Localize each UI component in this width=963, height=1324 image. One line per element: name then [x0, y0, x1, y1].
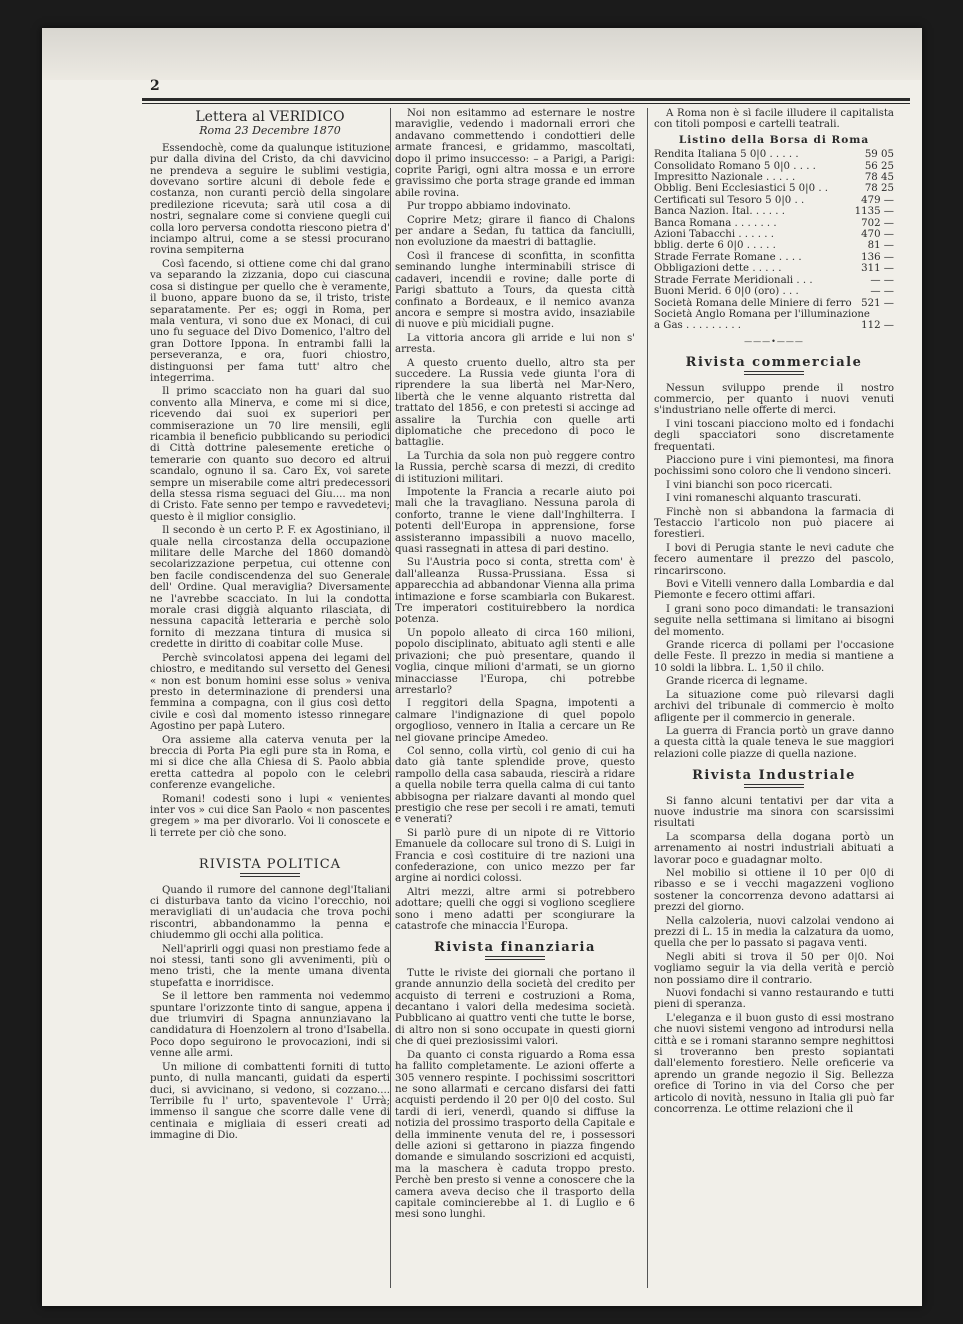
listino-value: 470 — [861, 229, 894, 241]
commerciale-body [654, 383, 894, 761]
listino-row [654, 229, 894, 240]
paragraph: Un milione di combattenti forniti di tutto punto, di nulla mancanti, guidati da esperti duci, si avvicinano, si vedono, si cozzano.... Terribile fu l' urto, spaventevole l' Urrà; immenso il sangue che scorre dalle vene di centinaia e migliaia di esseri creati ad immagine di Dio. [150, 1061, 390, 1142]
listino-value: 59 05 [864, 149, 894, 161]
listino-value: 78 45 [864, 172, 894, 184]
listino-label: Obbligazioni dette . . . . . [654, 263, 782, 275]
paragraph: Nessun sviluppo prende il nostro commercio, per quanto i nuovi venuti s'industriano nelle offerte di merci. [654, 382, 894, 417]
column-1 [150, 108, 390, 1298]
paragraph: La scomparsa della dogana portò un arrenamento ai nostri industriali abituati a lavorar poco e guadagnar molto. [654, 831, 894, 866]
paragraph: Si parlò pure di un nipote di re Vittorio Emanuele da collocare sul trono di S. Luigi in Francia e così costituire di tre nazioni una confederazione, con unico mezzo per far argine ai nordici colossi. [395, 827, 635, 885]
listino-label: Consolidato Romano 5 0|0 . . . . [654, 160, 816, 172]
paragraph: Essendochè, come da qualunque istituzione pur dalla divina del Cristo, da chi davvicino ne prendeva a seguire le sublimi vestigia, dovevano sortire alcuni di debole fede e costanza, non curanti perciò della singolare predilezione ricevuta; sarà util cosa a di nostri, segnalare come si conviene quegli cui colla loro perversa condotta riescono pietra d' inciampo altrui, come a se stessi procurano rovina sempiterna [150, 142, 390, 257]
listino-row [654, 183, 894, 194]
listino-row [654, 172, 894, 183]
listino-row [654, 298, 894, 309]
listino-row [654, 149, 894, 160]
listino-label: a Gas . . . . . . . . . [654, 320, 742, 332]
listino-label: Banca Nazion. Ital. . . . . . [654, 206, 785, 218]
section-ornament [744, 784, 804, 788]
listino-value: — — [870, 274, 894, 286]
listino-value: 702 — [861, 217, 894, 229]
section-title: Rivista finanziaria [434, 940, 596, 956]
paragraph: Col senno, colla virtù, col genio di cui ha dato già tante splendide prove, questo rampollo della casa sabauda, riescirà a ridare a quella nobile terra quella calma di cui tanto abbisogna per rialzare davanti al mondo quel prestigio che rese per secoli i re amati, temuti e venerati? [395, 745, 635, 826]
lettera-body [150, 143, 390, 839]
section-title: Rivista Industriale [692, 768, 856, 784]
paragraph: Il secondo è un certo P. F. ex Agostiniano, il quale nella circostanza della occupazione militare delle Marche del 1860 domandò secolarizzazione perpetua, cui ottenne con ben facile condiscendenza del suo Generale dell' Ordine. Qual meraviglia? Diversamente ne l'avrebbe scacciato. In lui la condotta morale crasi diggià alquanto rilasciata, di nessuna capacità letteraria e perchè solo fornito di mezzana tintura di musica si credette in diritto di coabitar colle Muse. [150, 525, 390, 651]
paragraph: Quando il rumore del cannone degl'Italiani ci disturbava tanto da vicino l'orecchio, noi meravigliati di un'audacia che trova pochi riscontri, abbandonammo la penna e chiudemmo gli occhi alla politica. [150, 884, 390, 942]
listino-value: 479 — [861, 194, 894, 206]
listino-value: — — [870, 286, 894, 298]
section-title: RIVISTA POLITICA [198, 857, 342, 873]
listino-value: 78 25 [864, 183, 894, 195]
listino-value: 112 — [861, 320, 894, 332]
paragraph: Finchè non si abbandona la farmacia di Testaccio l'articolo non può piacere ai forestieri. [654, 506, 894, 541]
listino-value: 311 — [861, 263, 894, 275]
listino-row [654, 218, 894, 229]
listino-label: Azioni Tabacchi . . . . . . [654, 229, 774, 241]
paragraph: Altri mezzi, altre armi si potrebbero adottare; quelli che oggi si vogliono scegliere sono i meno adatti per scongiurare la catastrofe che minaccia l'Europa. [395, 886, 635, 933]
listino-row [654, 240, 894, 251]
page-number: 2 [150, 78, 160, 94]
listino-label: Società Anglo Romana per l'illuminazione [654, 308, 870, 320]
paragraph: I reggitori della Spagna, impotenti a calmare l'indignazione di quel popolo orgoglioso, vennero in Italia a cercare un Re nel giovane principe Amedeo. [395, 698, 635, 744]
section-ornament: ———•——— [744, 336, 804, 346]
paragraph: Il primo scacciato non ha guari dal suo convento alla Minerva, e come mi si dice, ricevendo dai suoi ex superiori per commiserazione un 70 lire mensili, egli ricambia il beneficio pubblicando su periodici di Città dottrine palesemente eretiche o temerarie con quanto suo decoro ed altrui scandalo, ognuno il sa. Caro Ex, voi sarete sempre un miserabile come altri predecessori della stessa risma seguaci del Giu.... ma non di Cristo. Fate senno per tempo e ravvedetevi; questo è il miglior consiglio. [150, 386, 390, 523]
listino-row [654, 275, 894, 286]
listino-label: Impresitto Nazionale . . . . . [654, 172, 796, 184]
listino-label: Strade Ferrate Meridionali . . . [654, 274, 813, 286]
paragraph: Pur troppo abbiamo indovinato. [407, 201, 571, 213]
listino-row [654, 263, 894, 274]
paragraph: I grani sono poco dimandati: le transazioni seguite nella settimana si limitano ai bisogni del momento. [654, 603, 894, 638]
listino-row [654, 195, 894, 206]
column-2 [395, 108, 635, 1298]
paragraph: A questo cruento duello, altro sta per succedere. La Russia vede giunta l'ora di riprendere la sua libertà nel Mar-Nero, libertà che le venne alquanto ristretta dal trattato del 1856, e con pretesti si accinge ad assalire la Turchia con quelle arti diplomatiche che precedono di poco le battaglie. [395, 357, 635, 449]
paragraph: Grande ricerca di legname. [666, 676, 808, 688]
finanziaria-body-part1 [395, 968, 635, 1221]
paragraph: I vini toscani piacciono molto ed i fondachi degli spacciatori sono discretamente frequentati. [654, 418, 894, 453]
paragraph: Nuovi fondachi si vanno restaurando e tutti pieni di speranza. [654, 988, 894, 1011]
finanziaria-body-part2 [654, 108, 894, 131]
paragraph: La situazione come può rilevarsi dagli archivi del tribunale di commercio è molto afligente per il commercio in generale. [654, 689, 894, 724]
listino-label: Certificati sul Tesoro 5 0|0 . . [654, 194, 805, 206]
listino-label: Buoni Merid. 6 0|0 (oro) . . . [654, 286, 799, 298]
paragraph: La vittoria ancora gli arride e lui non s' arresta. [395, 332, 635, 356]
bleed-through-strip [42, 28, 922, 80]
column-rule [647, 108, 648, 1288]
section-ornament [744, 371, 804, 375]
listino-row [654, 320, 894, 331]
paragraph: Ora assieme alla caterva venuta per la breccia di Porta Pia egli pure sta in Roma, e mi si dice che alla Chiesa di S. Paolo abbia eretta cattedra al popolo con le celebri conferenze evangeliche. [150, 734, 390, 792]
column-3 [654, 108, 894, 1298]
paragraph: L'eleganza e il buon gusto di essi mostrano che nuovi sistemi vengono ad introdursi nella città e se i romani staranno sempre neghittosi si troveranno ben presto sopiantati dall'elemento forestiero. Nelle oreficerie va aprendo un grande negozio il Sig. Bellezza orefice di Torino in via del Corso che per articolo di novità, nessuno in Italia gli può far concorrenza. Le ottime relazioni che il [654, 1012, 894, 1116]
listino-value: 56 25 [864, 160, 894, 172]
industriale-body [654, 796, 894, 1116]
listino-value: 81 — [867, 240, 894, 252]
listino-label: Obblig. Beni Ecclesiastici 5 0|0 . . [654, 183, 829, 195]
politica-body-part1 [150, 885, 390, 1142]
paragraph: Si fanno alcuni tentativi per dar vita a nuove industrie ma sinora con scarsissimi risultati [654, 795, 894, 830]
listino-value: 521 — [861, 297, 894, 309]
paragraph: Perchè svincolatosi appena dei legami del chiostro, e meditando sul versetto del Genesi « non est bonum homini esse solus » veniva presto in determinazione di prendersi una femmina a compagna, con il gius così detto civile e così dal momento istesso rinnegare Agostino per papà Lutero. [150, 652, 390, 733]
paragraph: A Roma non è sì facile illudere il capitalista con titoli pomposi e cartelli teatrali. [654, 108, 894, 131]
paragraph: Se il lettore ben rammenta noi vedemmo spuntare l'orizzonte tinto di sangue, appena i due triumviri di Spagna annunziavano la candidatura di Hoenzolern al trono d'Isabella. Poco dopo seguirono le provocazioni, indi si venne alle armi. [150, 991, 390, 1060]
listino-row [654, 252, 894, 263]
paragraph: Romani! codesti sono i lupi « venientes inter vos » cui dice San Paolo « non pascentes gregem » ma per divorarlo. Voi li conoscete e li terrete per ciò che sono. [150, 793, 390, 839]
listino-value: 136 — [861, 251, 894, 263]
paragraph: Tutte le riviste dei giornali che portano il grande annunzio della società del credito per acquisto di terreni e costruzioni a Roma, decantano i valori della medesima società. Pubblicano ai quattro venti che tutte le borse, di altro non si sono occupate in questi giorni che di quei preziosissimi valori. [395, 967, 635, 1048]
paragraph: Negli abiti si trova il 50 per 0|0. Noi vogliamo seguir la via della verità e perciò non possiamo dire il contrario. [654, 951, 894, 986]
listino-label: Società Romana delle Miniere di ferro [654, 297, 852, 309]
section-ornament [485, 956, 545, 960]
listino-title: Listino della Borsa di Roma [678, 133, 870, 146]
politica-body-part2 [395, 108, 635, 932]
listino-row [654, 161, 894, 172]
paragraph: Su l'Austria poco si conta, stretta com' è dall'alleanza Russa-Prussiana. Essa si apparecchia ad abbandonar Vienna alla prima intimazione e forse scambiarla con Bukarest. Tre imperatori costituirebbero la nordica potenza. [395, 557, 635, 626]
paragraph: I bovi di Perugia stante le nevi cadute che fecero aumentare il prezzo del pascolo, rincarirscono. [654, 542, 894, 577]
listino-value: 1135 — [854, 206, 894, 218]
paragraph: Nel mobilio si ottiene il 10 per 0|0 di ribasso e se i vecchi magazzeni vogliono sostener la concorrenza devono adattarsi ai prezzi del giorno. [654, 867, 894, 914]
listino-value [890, 309, 894, 320]
listino-row [654, 309, 894, 320]
listino-label: Strade Ferrate Romane . . . . [654, 251, 802, 263]
listino-label: bblig. derte 6 0|0 . . . . . [654, 240, 776, 252]
paragraph: Bovi e Vitelli vennero dalla Lombardia e dal Piemonte e fecero ottimi affari. [654, 579, 894, 602]
paragraph: La guerra di Francia portò un grave danno a questa città la quale teneva le sue maggiori relazioni colle piazze di quella nazione. [654, 725, 894, 760]
paragraph: I vini romaneschi alquanto trascurati. [666, 493, 862, 505]
newspaper-page [42, 28, 922, 1306]
header-rule [142, 98, 910, 104]
paragraph: Così il francese di sconfitta, in sconfitta seminando lunghe interminabili strisce di cadaveri, incendii e rovine; dalle porte di Parigi sbattuto a Tours, da questa città confinato a Bordeaux, e il nemico avanza ancora e sempre si mostra avido, insaziabile di nuove e più micidiali pugne. [395, 250, 635, 331]
article-title: Lettera al VERIDICO [195, 109, 345, 125]
paragraph: Nell'aprirli oggi quasi non prestiamo fede a noi stessi, tanti sono gli avvenimenti, più o meno tristi, che la mente umana diventa stupefatta e inorridisce. [150, 943, 390, 989]
paragraph: La Turchia da sola non può reggere contro la Russia, perchè scarsa di mezzi, di credito di istituzioni militari. [395, 450, 635, 485]
paragraph: Piacciono pure i vini piemontesi, ma finora pochissimi sono coloro che li vendono sinceri. [654, 454, 894, 478]
paragraph: Da quanto ci consta riguardo a Roma essa ha fallito completamente. Le azioni offerte a 305 vennero respinte. I pochissimi soscrittori ne sono allarmati e cercano disfarsi dei fatti acquisti perdendo il 20 per 0|0 del costo. Sul tardi di ieri, venerdì, quando si diffuse la notizia del prossimo trasporto della Capitale e della imminente venuta del re, i possessori delle azioni si gettarono in piazza fingendo domande e simulando soscrizioni ed acquisti, ma la maschera è caduta troppo presto. Perchè ben presto si venne a conoscere che la camera aveva deciso che il trasporto della capitale comincierebbe al 1. di Luglio e 6 mesi sono lunghi. [395, 1049, 635, 1221]
listino-label: Banca Romana . . . . . . . [654, 217, 777, 229]
listino-row [654, 206, 894, 217]
column-rule [390, 108, 391, 1288]
paragraph: Così facendo, si ottiene come chi dal grano va separando la zizzania, dopo cui ciascuna cosa si distingue per quello che è veramente, il buono, appare buono da se, il tristo, triste separatamente. Per es; oggi in Roma, per mala ventura, vi sono due ex Monaci, di cui uno fu seguace del Divo Domenico, l'altro del gran Dottore Ippona. In entrambi falli la perseveranza, e ora, fuori chiostro, distinguonsi per fama tutt' altro che integerrima. [150, 258, 390, 384]
paragraph: Grande ricerca di pollami per l'occasione delle Feste. Il prezzo in media si mantiene a 10 soldi la libbra. L. 1,50 il chilo. [654, 640, 894, 674]
paragraph: Un popolo alleato di circa 160 milioni, popolo disciplinato, abituato agli stenti e alle privazioni; che può presentare, quando il voglia, cinque milioni d'armati, se un giorno minacciasse l'Europa, chi potrebbe arrestarlo? [395, 627, 635, 696]
paragraph: I vini bianchi son poco ricercati. [666, 479, 833, 491]
paragraph: Coprire Metz; girare il fianco di Chalons per andare a Sedan, fu tattica da fanciulli, non evoluzione da maestri di battaglie. [395, 214, 635, 249]
listino-label: Rendita Italiana 5 0|0 . . . . . [654, 149, 799, 161]
paragraph: Impotente la Francia a recarle aiuto poi mali che la travagliano. Nessuna parola di conforto, tranne le viene dall'Inghilterra. I potenti dell'Europa in apprensione, forse assisteranno impassibili a nuovo macello, quasi rassegnati in attesa di pari destino. [395, 487, 635, 556]
section-ornament [240, 873, 300, 877]
article-dateline: Roma 23 Decembre 1870 [199, 124, 341, 138]
listino-row [654, 286, 894, 297]
paragraph: Nella calzoleria, nuovi calzolai vendono ai prezzi di L. 15 in media la calzatura da uomo, quella che per lo passato si pagava venti. [654, 915, 894, 950]
listino-table [654, 149, 894, 332]
section-title: Rivista commerciale [685, 355, 863, 371]
paragraph: Noi non esitammo ad esternare le nostre maraviglie, vedendo i madornali errori che andavano commettendo i condottieri delle armate francesi, e gridammo, mascoltati, dopo il primo insuccesso: – a Parigi, a Parigi: coprite Parigi, ogni altra mossa e un errore gravissimo che porta strage grande ed imman abile rovina. [395, 108, 635, 199]
